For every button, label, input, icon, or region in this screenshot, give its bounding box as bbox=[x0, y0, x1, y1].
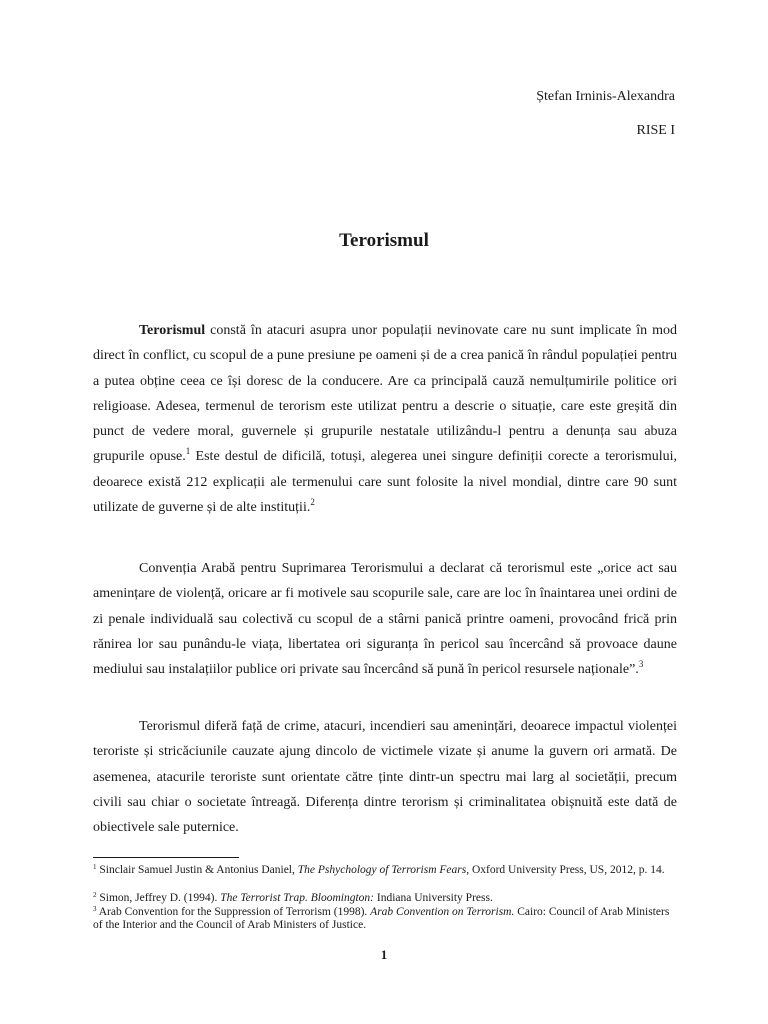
footnote-3 bbox=[93, 906, 677, 933]
footnote-text: Oxford University Press, US, 2012, p. 14. bbox=[469, 864, 665, 876]
footnote-text: Indiana University Press. bbox=[374, 892, 493, 904]
paragraph-text: Este destul de dificilă, totuși, alegerea unei singure definiții corecte a terorismului, deoarece există 212 explicații ale termenului care sunt folosite la nivel mondial, dintre care 90 sunt utilizate de guverne și de alte instituții. bbox=[93, 449, 677, 516]
paragraph-text: constă în atacuri asupra unor populații nevinovate care nu sunt implicate în mod direct în conflict, cu scopul de a pune presiune pe oameni și de a crea panică în rândul populației pentru a putea obține ceea ce își doresc de la conducere. Are ca principală cauză nemulțumirile politice ori religioase. Adesea, termenul de terorism este utilizat pentru a descrie o situație, care este greșită din punct de vedere moral, guvernele și grupurile nestatale utilizându-l pentru a denunța sau abuza grupurile opuse. bbox=[93, 323, 677, 465]
footnote-ref-3[interactable]: 3 bbox=[638, 659, 644, 670]
footnote-2 bbox=[93, 892, 677, 905]
footnote-ref-1[interactable]: 1 bbox=[185, 446, 191, 457]
footnote-title: Arab Convention on Terrorism. bbox=[370, 906, 515, 918]
footnote-1 bbox=[93, 864, 677, 877]
document-title: Terorismul bbox=[339, 230, 429, 251]
footnote-title: The Terrorist Trap. Bloomington: bbox=[220, 892, 375, 904]
footnote-title: The Pshychology of Terrorism Fears, bbox=[297, 864, 470, 876]
paragraph-differences bbox=[93, 714, 677, 840]
footnote-number: 1 bbox=[93, 863, 97, 871]
course-label: RISE I bbox=[636, 123, 675, 138]
footnote-number: 2 bbox=[93, 891, 97, 899]
author-name: Ștefan Irninis-Alexandra bbox=[536, 89, 675, 104]
bold-term: Terorismul bbox=[139, 323, 206, 338]
footnote-text: Cairo: Council of Arab Ministers of the Interior and the Council of Arab Ministers of Justice. bbox=[93, 906, 670, 932]
footnote-text: Arab Convention for the Suppression of Terrorism (1998). bbox=[96, 906, 371, 918]
paragraph-text: Terorismul diferă față de crime, atacuri, incendieri sau amenințări, deoarece impactul violenței teroriste și stricăciunile cauzate ajung dincolo de victimele vizate și anume la guvern ori armată. De asemenea, atacurile teroriste sunt orientate către ținte dintr-un spectru mai larg al societății, precum civili sau chiar o societate întreagă. Diferența dintre terorism și criminalitatea obișnuită este dată de obiectivele sale puternice. bbox=[93, 719, 677, 836]
page-number: 1 bbox=[380, 947, 388, 962]
footnote-number: 3 bbox=[93, 905, 97, 913]
paragraph-text: Convenția Arabă pentru Suprimarea Terorismului a declarat că terorismul este „orice act sau amenințare de violență, oricare ar fi motivele sau scopurile sale, care are loc în înaintarea unei ordini de zi penale individuală sau colectivă cu scopul de a stârni panică printre oameni, provocând frică prin rănirea lor sau punându-le viața, libertatea ori siguranța în pericol sau încercând să provoace daune mediului sau instalațiilor publice ori private sau încercând să pună în pericol resursele naționale”. bbox=[93, 561, 677, 678]
paragraph-arab-convention bbox=[93, 556, 677, 682]
footnote-separator bbox=[93, 857, 239, 858]
footnote-ref-2[interactable]: 2 bbox=[310, 497, 315, 508]
footnote-text: Sinclair Samuel Justin & Antonius Daniel, bbox=[96, 864, 298, 876]
paragraph-definition bbox=[93, 318, 677, 520]
footnote-text: Simon, Jeffrey D. (1994). bbox=[96, 892, 221, 904]
